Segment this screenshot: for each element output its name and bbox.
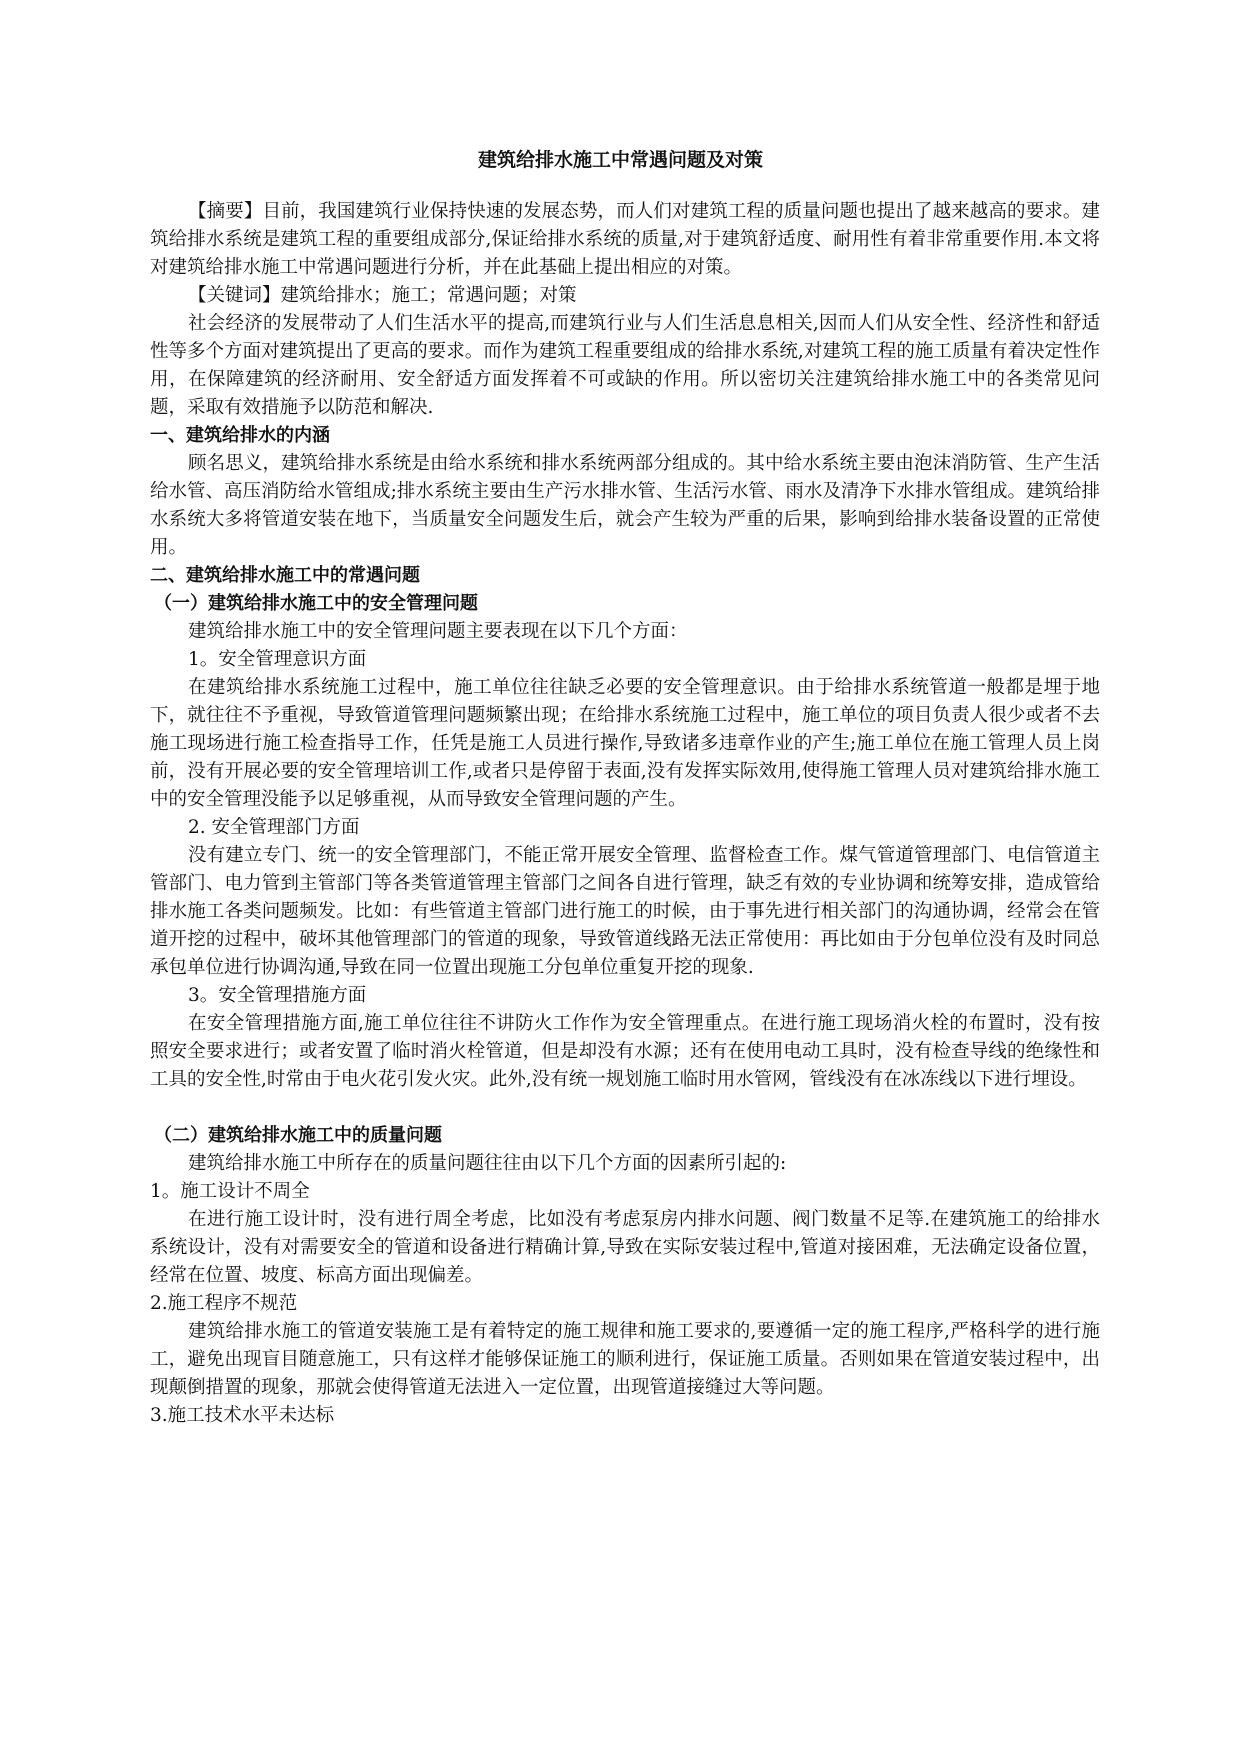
subsection2-item2-text: 建筑给排水施工的管道安装施工是有着特定的施工规律和施工要求的,要遵循一定的施工程序,严格科学的进行施工，避免出现盲目随意施工，只有这样才能够保证施工的顺利进行，保证施工质量。否则如果在管道安装过程中，出现颠倒措置的现象，那就会使得管道无法进入一定位置，出现管道接缝过大等问题。 [150,1321,1100,1398]
subsection2-lead: 建筑给排水施工中所存在的质量问题往往由以下几个方面的因素所引起的: [188,1153,787,1174]
subsection1-item1-text: 在建筑给排水系统施工过程中，施工单位往往缺乏必要的安全管理意识。由于给排水系统管道一般都是埋于地下，就往往不予重视，导致管道管理问题频繁出现；在给排水系统施工过程中，施工单位的项目负责人很少或者不去施工现场进行施工检查指导工作，任凭是施工人员进行操作,导致诸多违章作业的产生;施工单位在施工管理人员上岗前，没有开展必要的安全管理培训工作,或者只是停留于表面,没有发挥实际效用,使得施工管理人员对建筑给排水施工中的安全管理没能予以足够重视，从而导致安全管理问题的产生。 [150,677,1100,810]
section2-heading: 二、建筑给排水施工中的常遇问题 [150,565,420,586]
section1-paragraph: 顾名思义，建筑给排水系统是由给水系统和排水系统两部分组成的。其中给水系统主要由泡沫消防管、生产生活给水管、高压消防给水管组成;排水系统主要由生产污水排水管、生活污水管、雨水及清净下水排水管组成。建筑给排水系统大多将管道安装在地下，当质量安全问题发生后，就会产生较为严重的后果，影响到给排水装备设置的正常使用。 [150,453,1100,558]
keywords-paragraph: 【关键词】建筑给排水；施工；常遇问题；对策 [188,285,577,306]
subsection2-item3-title: 3.施工技术水平未达标 [150,1405,335,1426]
section1-heading: 一、建筑给排水的内涵 [150,425,330,446]
abstract-paragraph: 【摘要】目前，我国建筑行业保持快速的发展态势，而人们对建筑工程的质量问题也提出了越来越高的要求。建筑给排水系统是建筑工程的重要组成部分,保证给排水系统的质量,对于建筑舒适度、耐用性有着非常重要作用.本文将对建筑给排水施工中常遇问题进行分析，并在此基础上提出相应的对策。 [150,201,1100,278]
subsection1-item1-title: 1。安全管理意识方面 [188,649,367,670]
subsection2-item1-text: 在进行施工设计时，没有进行周全考虑，比如没有考虑泵房内排水问题、阀门数量不足等.在建筑施工的给排水系统设计，没有对需要安全的管道和设备进行精确计算,导致在实际安装过程中,管道对接困难，无法确定设备位置，经常在位置、坡度、标高方面出现偏差。 [150,1209,1100,1286]
blank-line [150,1094,1100,1122]
subsection2-item2-title: 2.施工程序不规范 [150,1293,298,1314]
subsection1-item2-text: 没有建立专门、统一的安全管理部门，不能正常开展安全管理、监督检查工作。煤气管道管理部门、电信管道主管部门、电力管到主管部门等各类管道管理主管部门之间各自进行管理，缺乏有效的专业协调和统筹安排，造成管给排水施工各类问题频发。比如：有些管道主管部门进行施工的时候，由于事先进行相关部门的沟通协调，经常会在管道开挖的过程中，破坏其他管理部门的管道的现象，导致管道线路无法正常使用：再比如由于分包单位没有及时同总承包单位进行协调沟通,导致在同一位置出现施工分包单位重复开挖的现象. [150,845,1100,978]
subsection1-item2-title: 2. 安全管理部门方面 [188,817,360,838]
subsection2-heading: （二）建筑给排水施工中的质量问题 [154,1125,442,1146]
intro-paragraph: 社会经济的发展带动了人们生活水平的提高,而建筑行业与人们生活息息相关,因而人们从安全性、经济性和舒适性等多个方面对建筑提出了更高的要求。而作为建筑工程重要组成的给排水系统,对建筑工程的施工质量有着决定性作用，在保障建筑的经济耐用、安全舒适方面发挥着不可或缺的作用。所以密切关注建筑给排水施工中的各类常见问题，采取有效措施予以防范和解决. [150,313,1100,418]
document-title: 建筑给排水施工中常遇问题及对策 [477,149,763,171]
subsection1-item3-title: 3。安全管理措施方面 [188,985,367,1006]
subsection1-item3-text: 在安全管理措施方面,施工单位往往不讲防火工作作为安全管理重点。在进行施工现场消火栓的布置时，没有按照安全要求进行；或者安置了临时消火栓管道，但是却没有水源；还有在使用电动工具时，没有检查导线的绝缘性和工具的安全性,时常由于电火花引发火灾。此外,没有统一规划施工临时用水管网，管线没有在冰冻线以下进行埋设。 [150,1013,1100,1090]
subsection2-item1-title: 1。施工设计不周全 [150,1181,310,1202]
subsection1-lead: 建筑给排水施工中的安全管理问题主要表现在以下几个方面： [188,621,688,642]
document-body [150,198,1100,1430]
subsection1-heading: （一）建筑给排水施工中的安全管理问题 [154,593,478,614]
